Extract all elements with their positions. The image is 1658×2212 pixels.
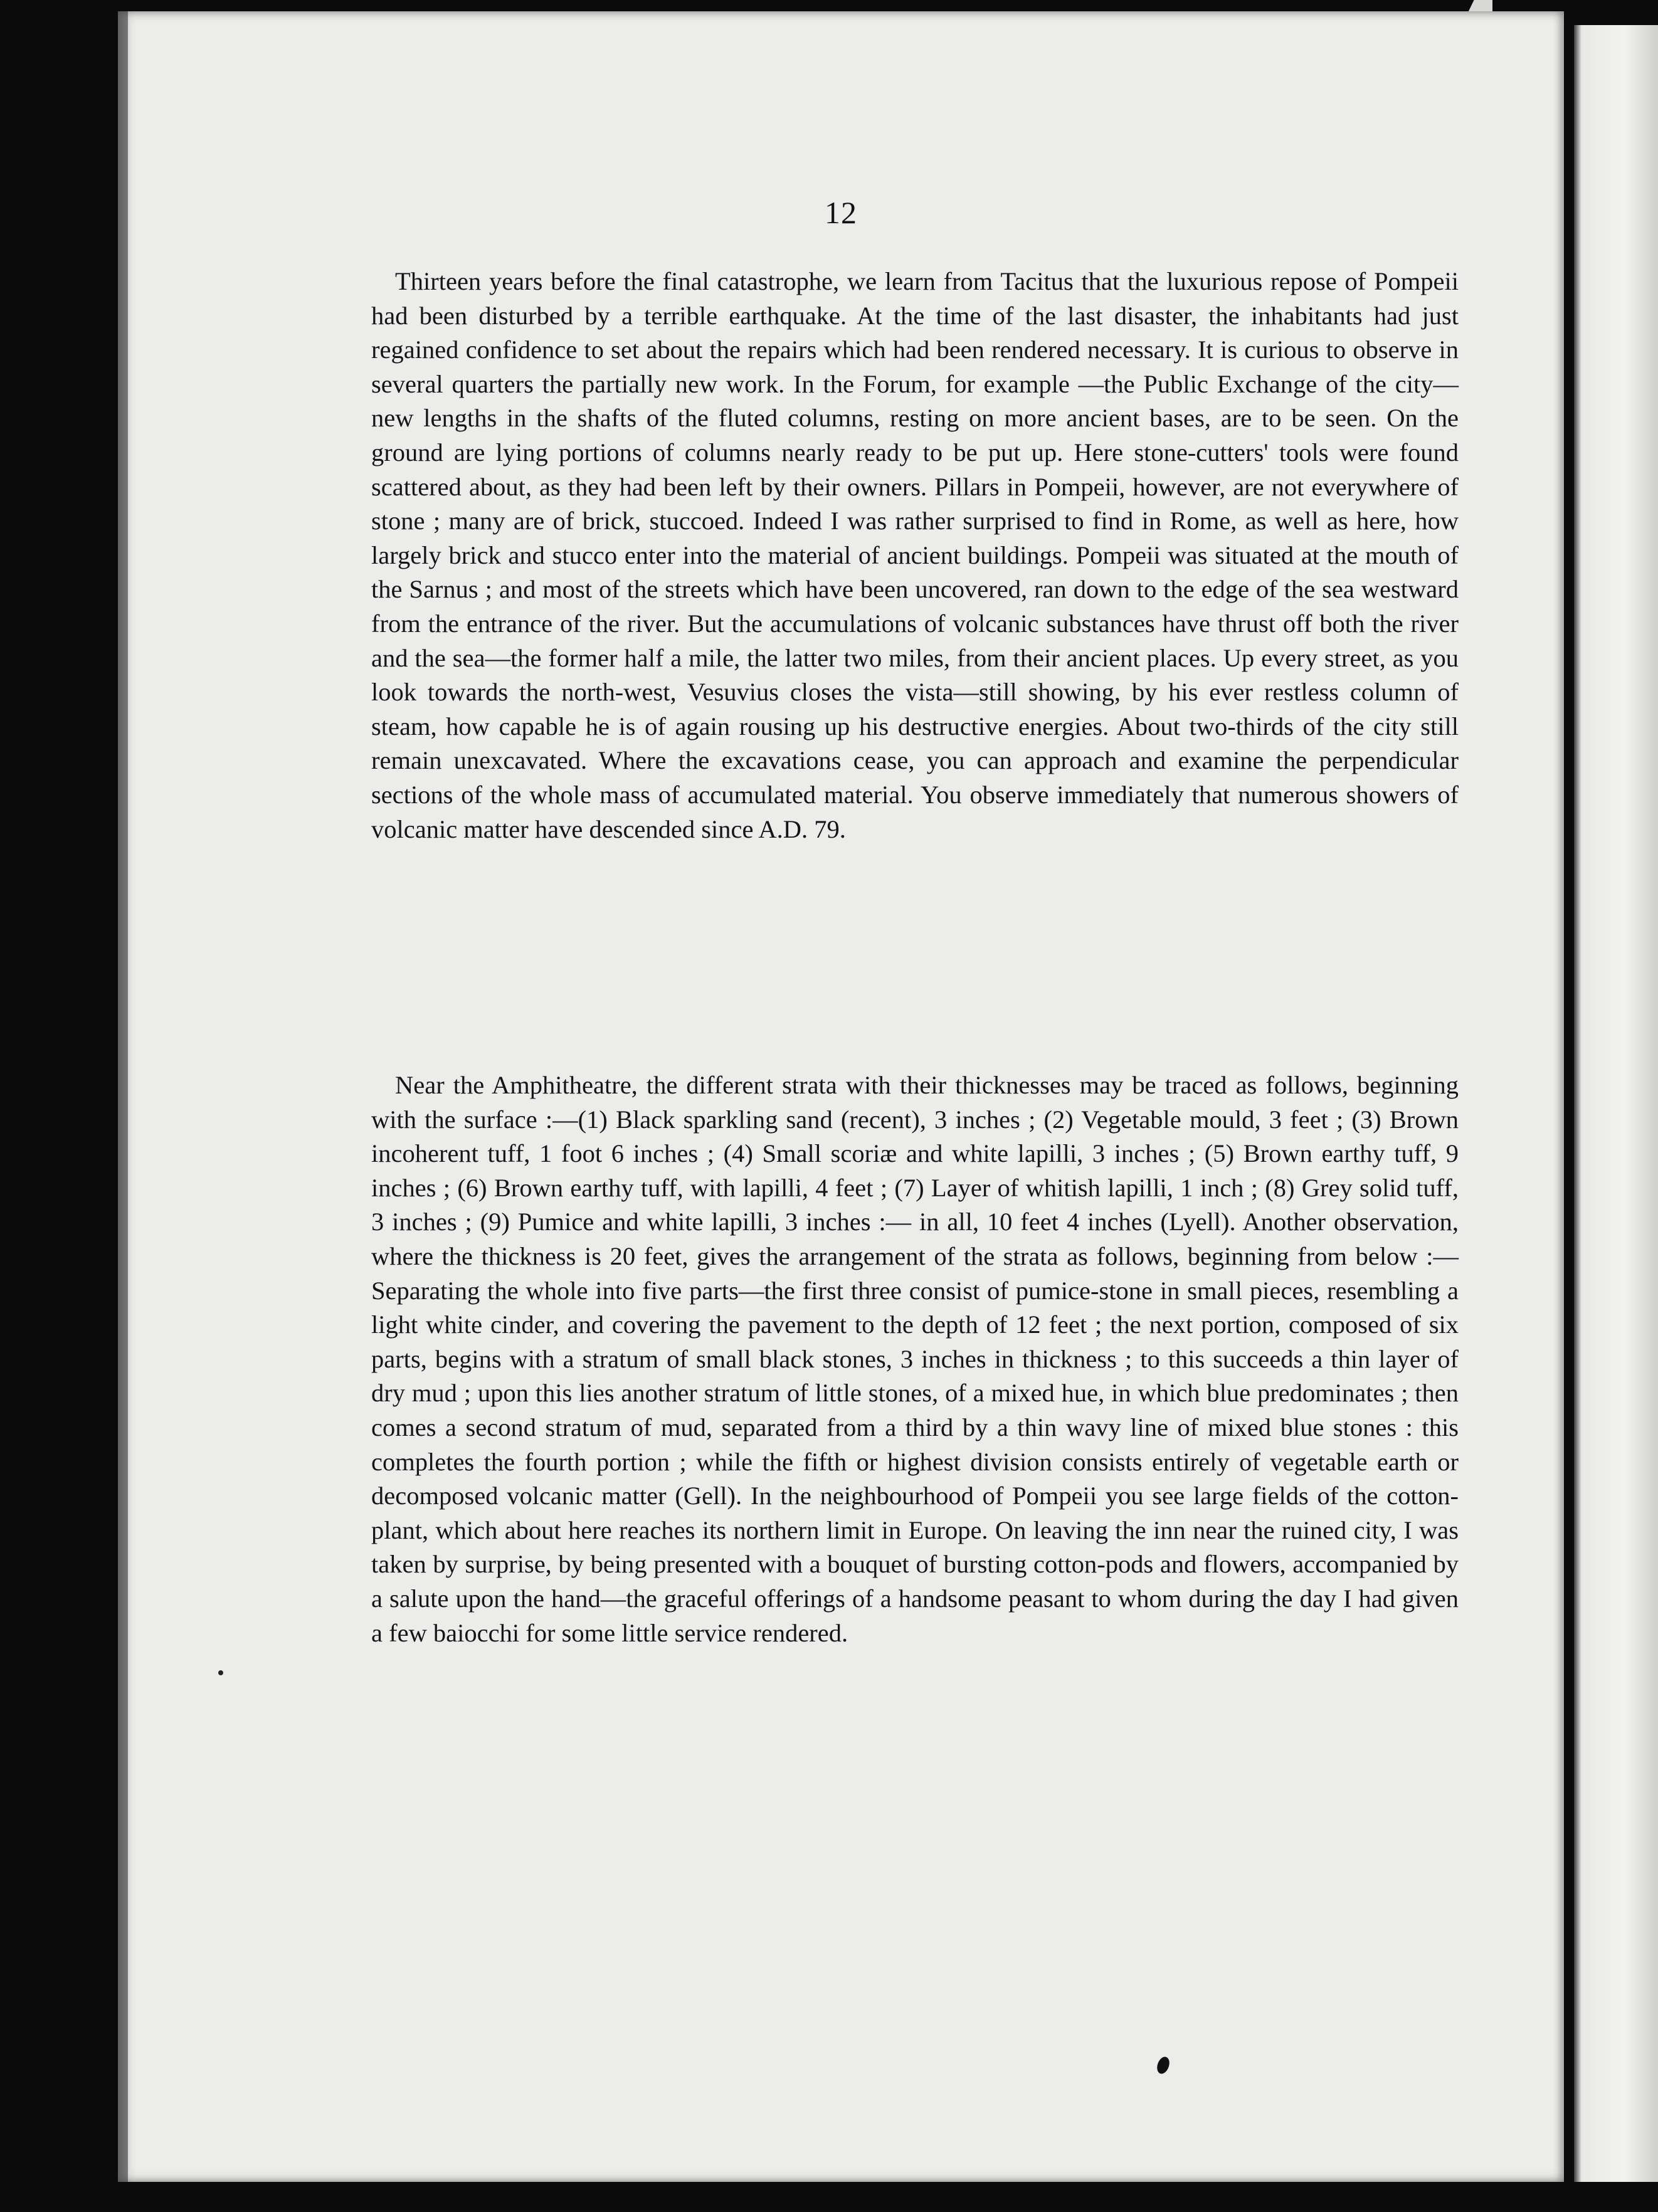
margin-dot [218, 1670, 223, 1675]
paragraph-text: Near the Amphitheatre, the different strata with their thicknesses may be traced as follows, beginning with the surface :—(1) Black sparkling sand (recent), 3 inches ; (2) Vegetable mould, 3 feet ; (3) Brown incoherent tuff, 1 foot 6 inches ; (4) Small scoriæ and white lapilli, 3 inches ; (5) Brown earthy tuff, 9 inches ; (6) Brown earthy tuff, with lapilli, 4 feet ; (7) Layer of whitish lapilli, 1 inch ; (8) Grey solid tuff, 3 inches ; (9) Pumice and white lapilli, 3 inches :— in all, 10 feet 4 inches (Lyell). Another observation, where the thickness is 20 feet, gives the arrangement of the strata as follows, beginning from below :— Separating the whole into five parts—the first three consist of pumice-stone in small pieces, resembling a light white cinder, and covering the pavement to the depth of 12 feet ; the next portion, composed of six parts, begins with a stratum of small black stones, 3 inches in thickness ; to this succeeds a thin layer of dry mud ; upon this lies another stratum of little stones, of a mixed hue, in which blue predominates ; then comes a second stratum of mud, separated from a third by a thin wavy line of mixed blue stones : this completes the fourth portion ; while the fifth or highest division consists entirely of vegetable earth or decomposed volcanic matter (Gell). In the neighbourhood of Pompeii you see large fields of the cotton-plant, which about here reaches its northern limit in Europe. On leaving the inn near the ruined city, I was taken by surprise, by being presented with a bouquet of bursting cotton-pods and flowers, accompanied by a salute upon the hand—the graceful offerings of a handsome peasant to whom during the day I had given a few baiocchi for some little service rendered. [371, 1071, 1459, 1647]
page-number: 12 [825, 195, 857, 230]
book-page [118, 11, 1564, 2182]
paragraph-pompeii-earthquake [371, 265, 1459, 846]
adjacent-page-edge [1574, 25, 1658, 2182]
paragraph-strata [371, 1068, 1459, 1650]
paragraph-text: Thirteen years before the final catastrophe, we learn from Tacitus that the luxurious repose of Pompeii had been disturbed by a terrible earthquake. At the time of the last disaster, the inhabitants had just regained confidence to set about the repairs which had been rendered necessary. It is curious to observe in several quarters the partially new work. In the Forum, for example —the Public Exchange of the city—new lengths in the shafts of the fluted columns, resting on more ancient bases, are to be seen. On the ground are lying portions of columns nearly ready to be put up. Here stone-cutters' tools were found scattered about, as they had been left by their owners. Pillars in Pompeii, however, are not everywhere of stone ; many are of brick, stuccoed. Indeed I was rather surprised to find in Rome, as well as here, how largely brick and stucco enter into the material of ancient buildings. Pompeii was situated at the mouth of the Sarnus ; and most of the streets which have been uncovered, ran down to the edge of the sea westward from the entrance of the river. But the accumulations of volcanic substances have thrust off both the river and the sea—the former half a mile, the latter two miles, from their ancient places. Up every street, as you look towards the north-west, Vesuvius closes the vista—still showing, by his ever restless column of steam, how capable he is of again rousing up his destructive energies. About two-thirds of the city still remain unexcavated. Where the excavations cease, you can approach and examine the perpendicular sections of the whole mass of accumulated material. You observe immediately that numerous showers of volcanic matter have descended since A.D. 79. [371, 267, 1459, 843]
